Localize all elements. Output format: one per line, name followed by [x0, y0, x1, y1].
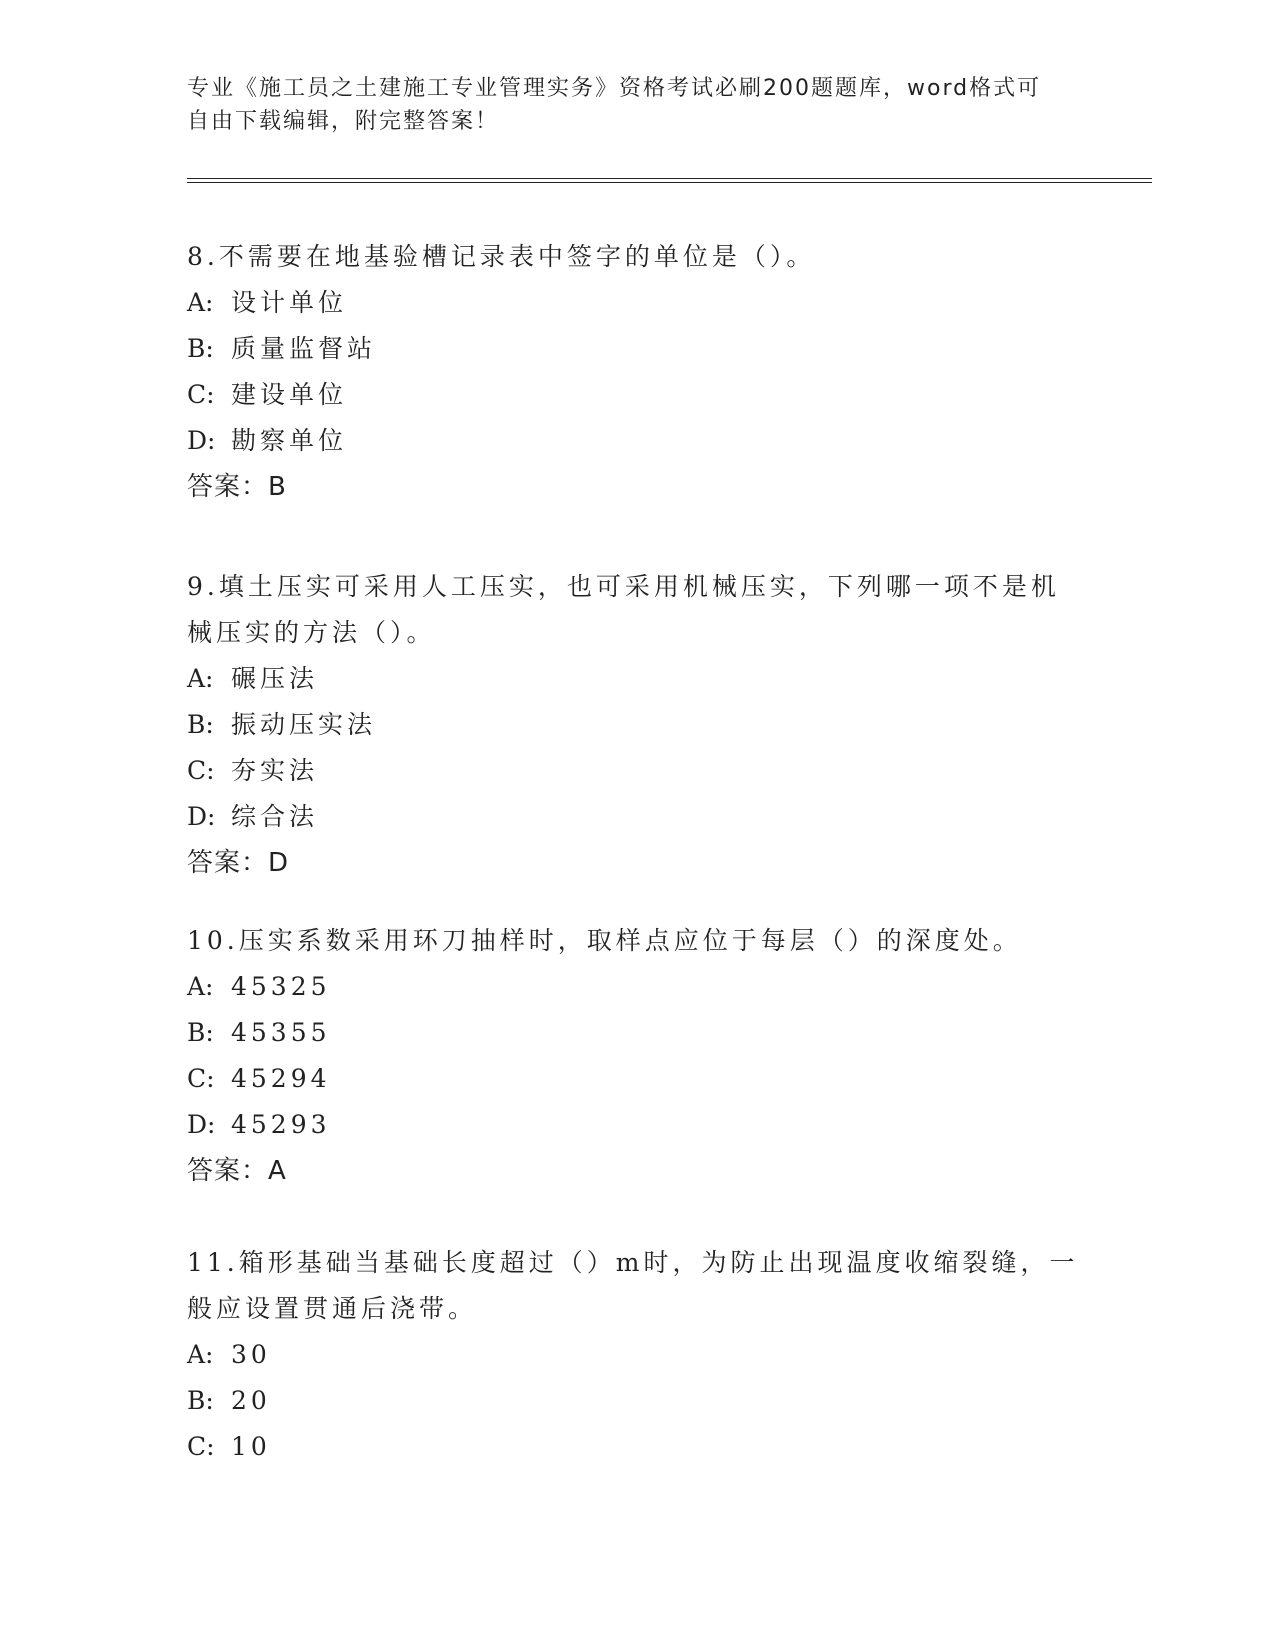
- option-c: [187, 1056, 1087, 1102]
- document-header: [187, 72, 1067, 138]
- option-letter: D:: [187, 1110, 216, 1139]
- option-letter: A:: [187, 972, 214, 1001]
- question-8: [187, 234, 1087, 510]
- option-letter: B:: [187, 1018, 214, 1047]
- option-letter: C:: [187, 756, 215, 785]
- option-text: 30: [231, 1340, 271, 1369]
- option-text: 45325: [231, 972, 331, 1001]
- option-d: [187, 794, 1087, 840]
- option-letter: C:: [187, 1432, 215, 1461]
- option-b: [187, 1010, 1087, 1056]
- option-letter: D:: [187, 802, 216, 831]
- option-letter: B:: [187, 1386, 214, 1415]
- option-text: 45294: [231, 1064, 331, 1093]
- option-letter: D:: [187, 426, 216, 455]
- option-text: 综合法: [231, 802, 319, 831]
- answer-line: 答案：B: [187, 472, 287, 502]
- option-b: [187, 326, 1087, 372]
- answer-line: 答案：A: [187, 1156, 287, 1186]
- option-text: 勘察单位: [231, 426, 348, 455]
- option-c: [187, 1424, 1087, 1470]
- question-stem: 8.不需要在地基验槽记录表中签字的单位是（）。: [187, 242, 816, 271]
- option-d: [187, 418, 1087, 464]
- option-a: [187, 656, 1087, 702]
- option-b: [187, 702, 1087, 748]
- question-11: [187, 1240, 1087, 1470]
- option-text: 45293: [231, 1110, 331, 1139]
- option-text: 振动压实法: [231, 710, 377, 739]
- option-letter: C:: [187, 1064, 215, 1093]
- option-b: [187, 1378, 1087, 1424]
- answer-line: 答案：D: [187, 848, 290, 878]
- question-10: [187, 918, 1087, 1194]
- option-text: 建设单位: [231, 380, 348, 409]
- question-stem: 9.填土压实可采用人工压实，也可采用机械压实，下列哪一项不是机械压实的方法（）。: [187, 572, 1060, 647]
- option-text: 20: [231, 1386, 271, 1415]
- header-title-line1: 专业《施工员之土建施工专业管理实务》资格考试必刷200题题库，word格式可: [187, 76, 1042, 101]
- option-text: 质量监督站: [231, 334, 377, 363]
- option-letter: A:: [187, 664, 214, 693]
- option-letter: C:: [187, 380, 215, 409]
- option-text: 碾压法: [231, 664, 319, 693]
- option-text: 45355: [231, 1018, 331, 1047]
- option-letter: A:: [187, 1340, 214, 1369]
- question-9: [187, 564, 1087, 886]
- option-letter: A:: [187, 288, 214, 317]
- header-divider-bottom: [187, 182, 1152, 183]
- option-c: [187, 372, 1087, 418]
- header-title-line2: 自由下载编辑，附完整答案！: [187, 109, 500, 134]
- question-stem: 10.压实系数采用环刀抽样时，取样点应位于每层（）的深度处。: [187, 926, 1022, 955]
- header-divider-top: [187, 178, 1152, 179]
- option-a: [187, 964, 1087, 1010]
- option-text: 设计单位: [231, 288, 348, 317]
- option-a: [187, 1332, 1087, 1378]
- option-a: [187, 280, 1087, 326]
- option-text: 夯实法: [231, 756, 319, 785]
- option-letter: B:: [187, 710, 214, 739]
- option-letter: B:: [187, 334, 214, 363]
- option-d: [187, 1102, 1087, 1148]
- question-stem: 11.箱形基础当基础长度超过（）m时，为防止出现温度收缩裂缝，一般应设置贯通后浇带。: [187, 1248, 1079, 1323]
- option-text: 10: [231, 1432, 271, 1461]
- option-c: [187, 748, 1087, 794]
